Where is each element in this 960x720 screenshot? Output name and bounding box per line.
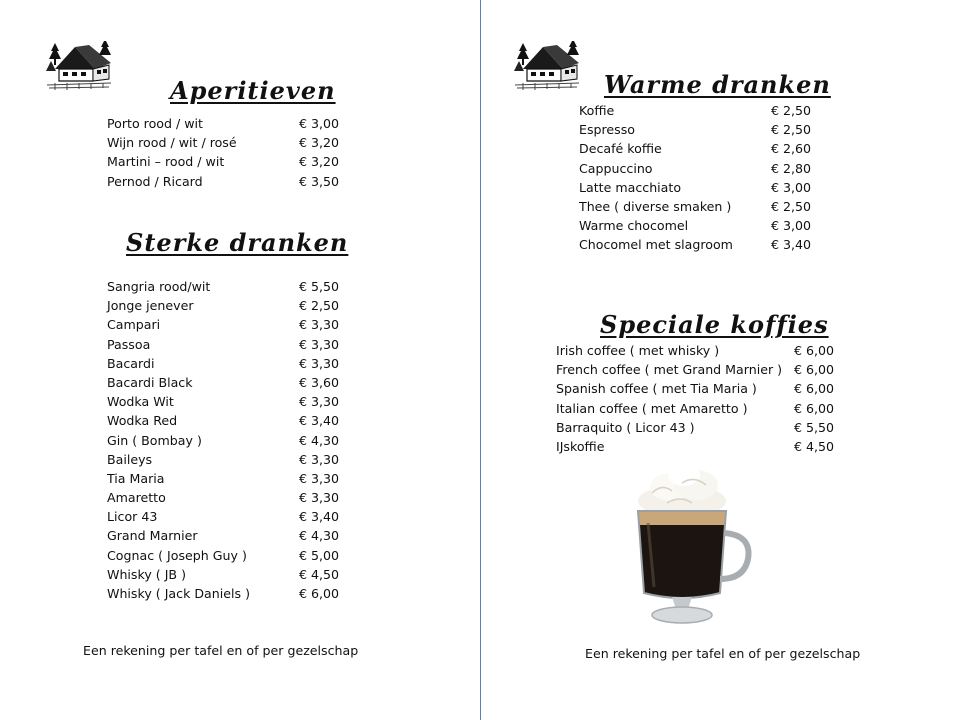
menu-item-name: Amaretto [107,490,166,506]
menu-item [107,507,347,526]
menu-item-name: Espresso [579,122,635,138]
menu-item-name: Decafé koffie [579,141,662,157]
menu-item-price: € 6,00 [794,400,835,416]
menu-item-price: € 2,80 [771,160,812,176]
menu-item-name: IJskoffie [556,438,605,454]
sterke-dranken-list [107,277,347,603]
menu-item-price: € 3,50 [299,173,340,189]
menu-item-name: Thee ( diverse smaken ) [579,198,732,214]
menu-item [107,450,347,469]
menu-item [556,341,846,360]
menu-item-price: € 6,00 [794,343,835,358]
page-divider [480,0,481,720]
menu-item [579,197,819,216]
menu-item [556,399,846,418]
menu-item-name: Porto rood / wit [107,116,203,131]
menu-item-price: € 3,00 [299,116,340,131]
house-logo-icon [45,41,113,93]
menu-item [579,178,819,197]
menu-item-name: Bacardi Black [107,374,193,390]
menu-item-name: Jonge jenever [107,298,194,314]
menu-item [579,159,819,178]
menu-item-price: € 2,50 [771,122,812,138]
menu-item-price: € 3,60 [299,374,340,390]
menu-item-name: Pernod / Ricard [107,173,203,189]
speciale-koffies-title: Speciale koffies [600,310,829,339]
menu-item [107,469,347,488]
menu-item [579,139,819,158]
menu-item [107,373,347,392]
aperitieven-list [107,114,347,191]
menu-item-price: € 3,00 [771,179,812,195]
menu-item-price: € 2,50 [771,198,812,214]
menu-item-name: Martini – rood / wit [107,154,225,170]
menu-item-price: € 6,00 [794,362,835,378]
menu-item [107,526,347,545]
right-footer-note: Een rekening per tafel en of per gezelschap [585,646,861,661]
menu-item-price: € 2,60 [771,141,812,157]
menu-item [107,546,347,565]
menu-item [556,360,846,379]
menu-item-price: € 4,50 [299,566,340,582]
menu-item [107,133,347,152]
speciale-koffies-list [556,341,846,456]
menu-item-price: € 5,00 [299,547,340,563]
warme-dranken-list [579,101,819,255]
menu-item-price: € 5,50 [299,279,340,294]
menu-item-price: € 3,30 [299,470,340,486]
menu-item-name: Cappuccino [579,160,653,176]
menu-item-price: € 3,30 [299,317,340,333]
menu-item-price: € 4,30 [299,432,340,448]
menu-item-name: Wodka Red [107,413,178,429]
menu-item-name: Grand Marnier [107,528,198,544]
menu-item-price: € 5,50 [794,419,835,435]
menu-item-price: € 3,40 [299,509,340,525]
menu-item-price: € 3,40 [771,237,812,253]
menu-item [107,172,347,191]
menu-item-price: € 3,30 [299,394,340,410]
menu-item-price: € 3,20 [299,154,340,170]
menu-item-name: Chocomel met slagroom [579,237,733,253]
menu-item-price: € 3,30 [299,336,340,352]
menu-item-name: Warme chocomel [579,218,689,234]
menu-item-name: French coffee ( met Grand Marnier ) [556,362,783,378]
menu-item-name: Gin ( Bombay ) [107,432,202,448]
menu-item-name: Wijn rood / wit / rosé [107,135,237,151]
menu-item-name: Whisky ( JB ) [107,566,186,582]
menu-item [556,379,846,398]
menu-item-name: Barraquito ( Licor 43 ) [556,419,695,435]
menu-item-name: Wodka Wit [107,394,174,410]
menu-item [579,235,819,254]
menu-item-price: € 2,50 [771,103,812,118]
menu-item [107,392,347,411]
menu-item-name: Whisky ( Jack Daniels ) [107,586,250,601]
menu-item [107,431,347,450]
menu-item-price: € 3,00 [771,218,812,234]
menu-item-price: € 2,50 [299,298,340,314]
menu-item-price: € 4,50 [794,438,835,454]
menu-item-price: € 3,30 [299,451,340,467]
menu-item [107,277,347,296]
menu-item-name: Cognac ( Joseph Guy ) [107,547,247,563]
menu-item [107,411,347,430]
menu-item-price: € 3,30 [299,355,340,371]
menu-item-name: Latte macchiato [579,179,682,195]
menu-item-name: Campari [107,317,161,333]
left-footer-note: Een rekening per tafel en of per gezelschap [83,643,359,658]
menu-item [107,565,347,584]
menu-item-price: € 3,30 [299,490,340,506]
menu-item [107,315,347,334]
menu-item [107,488,347,507]
menu-item-name: Sangria rood/wit [107,279,211,294]
warme-dranken-title: Warme dranken [604,70,831,99]
house-logo-icon [513,41,581,93]
menu-item [556,437,846,456]
menu-item [107,584,347,603]
menu-item [107,152,347,171]
menu-item [107,354,347,373]
sterke-dranken-title: Sterke dranken [126,228,349,257]
menu-item [107,114,347,133]
aperitieven-title: Aperitieven [170,76,336,105]
menu-item-price: € 6,00 [299,586,340,601]
menu-item-name: Irish coffee ( met whisky ) [556,343,720,358]
menu-item [579,120,819,139]
menu-item-price: € 4,30 [299,528,340,544]
menu-item [579,101,819,120]
menu-item-name: Passoa [107,336,151,352]
menu-item-price: € 6,00 [794,381,835,397]
menu-item-name: Koffie [579,103,615,118]
menu-item [107,296,347,315]
menu-item-name: Baileys [107,451,153,467]
menu-item [556,418,846,437]
menu-item-name: Licor 43 [107,509,158,525]
menu-item-name: Bacardi [107,355,155,371]
menu-item [579,216,819,235]
menu-item-name: Tia Maria [107,470,165,486]
menu-item-price: € 3,20 [299,135,340,151]
menu-item-name: Spanish coffee ( met Tia Maria ) [556,381,757,397]
menu-item-name: Italian coffee ( met Amaretto ) [556,400,748,416]
irish-coffee-icon [612,463,774,633]
menu-item-price: € 3,40 [299,413,340,429]
menu-item [107,335,347,354]
